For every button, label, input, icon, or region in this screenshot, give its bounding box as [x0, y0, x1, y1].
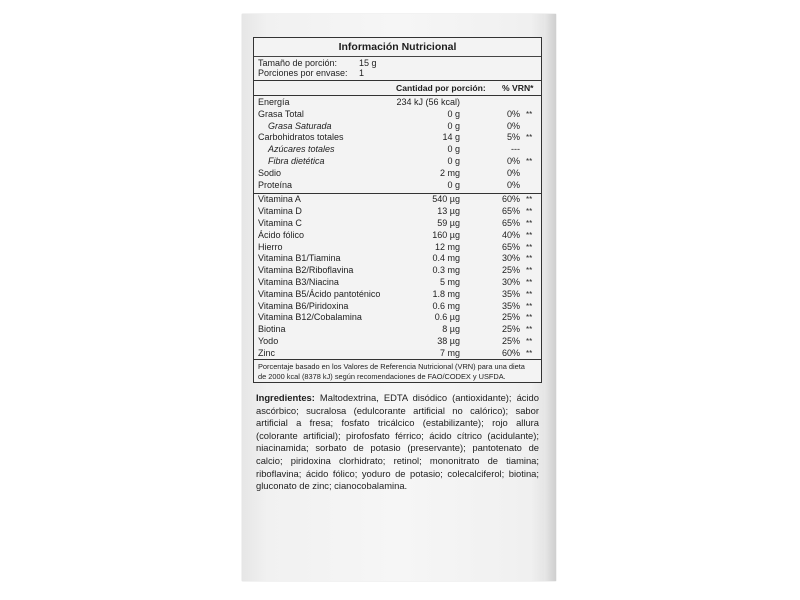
nutrient-amount: 8 µg [442, 324, 460, 335]
nutrient-row [254, 156, 541, 167]
nutrient-footnote-mark: ** [526, 195, 533, 205]
nutrient-percent: 25% [501, 336, 520, 346]
nutrient-footnote-mark: ** [526, 133, 533, 143]
nutrient-footnote-mark: ** [526, 266, 533, 276]
nutrient-row [254, 109, 541, 120]
nutrient-percent: 65% [501, 241, 520, 252]
nutrient-row [254, 121, 541, 132]
nutrient-row [254, 253, 541, 264]
panel-title: Información Nutricional [338, 41, 457, 53]
nutrient-name: Hierro [258, 241, 283, 252]
nutrient-row [254, 301, 541, 312]
nutrient-amount: 0 g [447, 108, 460, 119]
nutrient-percent: 25% [501, 312, 520, 323]
nutrient-footnote-mark: ** [526, 289, 533, 299]
nutrient-amount: 0.4 mg [432, 253, 460, 264]
nutrient-name: Vitamina B3/Niacina [258, 277, 339, 287]
column-header-percent: % VRN* [502, 83, 534, 93]
nutrient-name: Vitamina C [258, 218, 302, 228]
nutrient-amount: 0.6 mg [432, 300, 460, 311]
nutrient-amount: 2 mg [439, 167, 460, 178]
nutrient-amount: 0 g [447, 120, 460, 131]
nutrient-row [254, 206, 541, 217]
nutrient-footnote-mark: ** [526, 348, 533, 358]
nutrient-row [254, 168, 541, 179]
nutrient-name: Vitamina A [258, 194, 301, 205]
package-side-edge [544, 14, 556, 581]
nutrient-amount: 0.6 µg [434, 312, 460, 323]
nutrient-row [254, 132, 541, 143]
nutrient-percent: 0% [506, 120, 520, 131]
divider [254, 359, 541, 360]
nutrient-amount: 234 kJ (56 kcal) [396, 97, 460, 107]
nutrition-facts-panel [253, 37, 542, 383]
nutrient-footnote-mark: ** [526, 207, 533, 217]
nutrient-name: Zinc [258, 347, 276, 358]
nutrient-percent: 60% [501, 194, 520, 205]
nutrient-amount: 0 g [447, 156, 460, 166]
nutrient-amount: 7 mg [439, 347, 460, 358]
nutrient-row [254, 194, 541, 205]
nutrient-footnote-mark: ** [526, 254, 533, 264]
nutrient-footnote-mark: ** [526, 219, 533, 228]
nutrient-amount: 0 g [447, 179, 460, 190]
nutrient-amount: 38 µg [437, 336, 460, 346]
nutrient-amount: 540 µg [432, 194, 460, 205]
nutrient-name: Vitamina B5/Ácido pantoténico [258, 288, 381, 299]
nutrient-name: Proteína [258, 179, 293, 190]
nutrient-row [254, 324, 541, 335]
nutrient-percent: 30% [501, 277, 520, 287]
nutrient-name: Grasa Total [258, 108, 304, 119]
nutrient-name: Carbohidratos totales [258, 132, 344, 143]
nutrient-name: Biotina [258, 324, 286, 335]
nutrient-row [254, 180, 541, 191]
servings-value: 1 [359, 68, 365, 78]
nutrient-name: Fibra dietética [268, 156, 325, 166]
nutrient-amount: 160 µg [432, 229, 460, 240]
nutrient-name: Vitamina B12/Cobalamina [258, 312, 362, 323]
serving-size [258, 58, 377, 68]
nutrient-percent: 0% [506, 108, 520, 119]
nutrient-row [254, 265, 541, 276]
nutrient-footnote-mark: ** [526, 337, 533, 346]
nutrient-percent: 65% [501, 218, 520, 228]
servings-per-container [258, 68, 365, 78]
nutrient-percent: 0% [506, 156, 520, 166]
nutrient-name: Energía [258, 97, 290, 107]
nutrient-row [254, 277, 541, 288]
nutrient-footnote-mark: ** [526, 157, 533, 166]
nutrient-footnote-mark: ** [526, 301, 533, 311]
nutrient-percent: 35% [501, 300, 520, 311]
nutrient-row [254, 218, 541, 229]
nutrient-row [254, 348, 541, 359]
nutrient-amount: 1.8 mg [432, 288, 460, 299]
nutrient-percent: 60% [501, 347, 520, 358]
column-header-amount: Cantidad por porción: [396, 83, 486, 93]
ingredients-label: Ingredientes: [256, 392, 315, 403]
nutrient-percent: 0% [506, 167, 520, 178]
ingredients-text: Maltodextrina, EDTA disódico (antioxidante); ácido ascórbico; sucralosa (edulcorante artificial no calórico); sabor artificial a fresa; fosfato tricálcico (estabilizante); rojo allura (colorante artificial); pirofosfato férrico; ácido cítrico (acidulante); niacinamida; sorbato de potasio (preservante); pantotenato de calcio; piridoxina clorhidrato; retinol; mononitrato de tiamina; riboflavina; ácido fólico; yoduro de potasio; colecalciferol; biotina; gluconato de zinc; cianocobalamina. [256, 392, 539, 492]
divider [254, 80, 541, 81]
nutrient-name: Vitamina B6/Piridoxina [258, 300, 349, 311]
nutrient-row [254, 144, 541, 155]
divider [254, 95, 541, 96]
nutrient-percent: 30% [501, 253, 520, 264]
nutrient-percent: 25% [501, 324, 520, 335]
nutrient-row [254, 289, 541, 300]
nutrient-amount: 0.3 mg [432, 265, 460, 276]
nutrient-row [254, 336, 541, 347]
nutrient-percent: 25% [501, 265, 520, 276]
nutrient-footnote-mark: ** [526, 313, 533, 323]
nutrient-footnote-mark: ** [526, 230, 533, 240]
ingredients-block [256, 392, 539, 493]
nutrient-row [254, 230, 541, 241]
servings-label: Porciones por envase: [258, 68, 348, 78]
nutrient-name: Vitamina D [258, 206, 302, 217]
divider [254, 56, 541, 57]
nutrient-name: Ácido fólico [258, 229, 305, 240]
nutrient-amount: 59 µg [437, 218, 460, 228]
nutrient-name: Sodio [258, 167, 282, 178]
nutrient-amount: 13 µg [437, 206, 460, 217]
serving-size-value: 15 g [359, 58, 377, 68]
nutrient-footnote-mark: ** [526, 325, 533, 335]
nutrient-row [254, 312, 541, 323]
nutrient-row [254, 242, 541, 253]
nutrient-amount: 14 g [442, 132, 460, 143]
nutrient-footnote-mark: ** [526, 242, 533, 252]
nutrient-percent: 40% [501, 229, 520, 240]
nutrient-percent: 35% [501, 288, 520, 299]
nutrient-amount: 5 mg [439, 277, 460, 287]
nutrient-amount: 12 mg [434, 241, 460, 252]
nutrient-percent: --- [511, 144, 520, 155]
nutrient-footnote-mark: ** [526, 278, 533, 287]
nutrient-name: Vitamina B1/Tiamina [258, 253, 341, 264]
footnote: Porcentaje basado en los Valores de Referencia Nutricional (VRN) para una dieta de 2000 kcal (8378 kJ) según recomendaciones de FAO/CODEX y USFDA. [258, 362, 525, 381]
serving-size-label: Tamaño de porción: [258, 58, 338, 68]
nutrient-percent: 65% [501, 206, 520, 217]
nutrient-percent: 0% [506, 179, 520, 190]
nutrient-footnote-mark: ** [526, 109, 533, 119]
nutrient-name: Grasa Saturada [268, 120, 332, 131]
nutrient-row [254, 97, 541, 108]
nutrient-percent: 5% [506, 132, 520, 143]
nutrient-name: Vitamina B2/Riboflavina [258, 265, 354, 276]
nutrient-name: Yodo [258, 336, 279, 346]
nutrient-name: Azúcares totales [268, 144, 335, 155]
nutrient-amount: 0 g [447, 144, 460, 155]
